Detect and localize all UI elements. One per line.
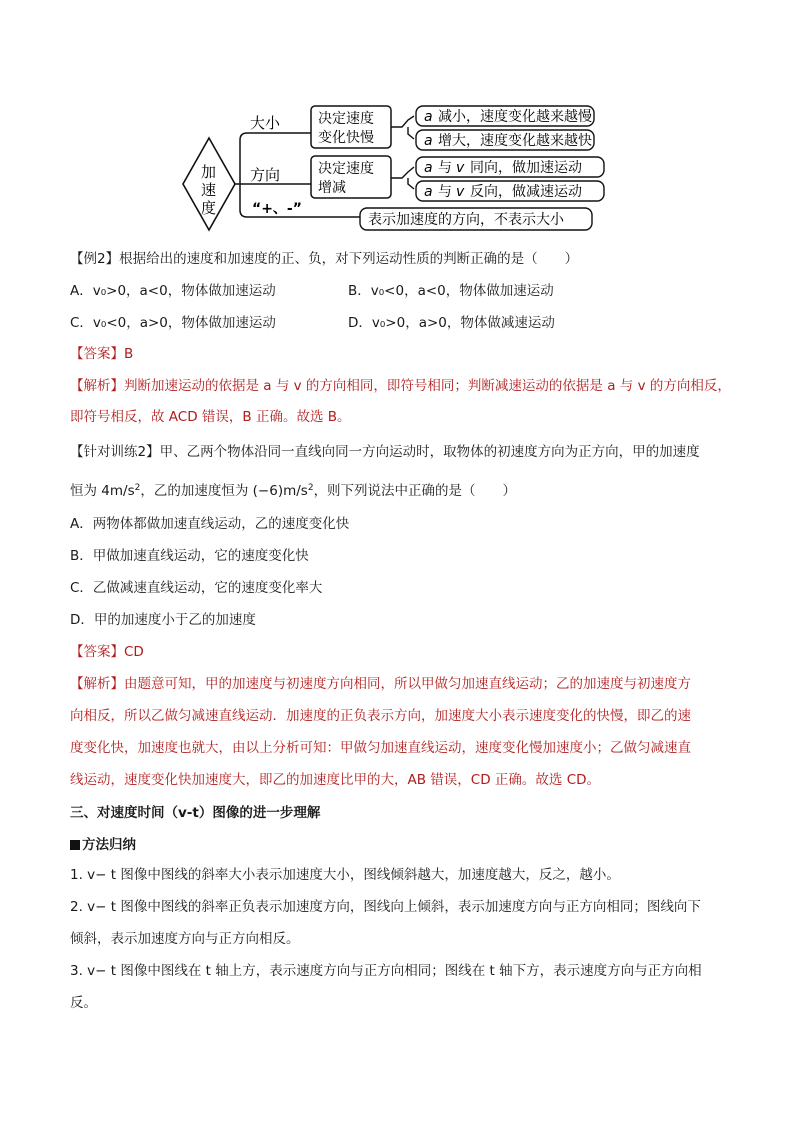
training2-analysis-line4: 线运动，速度变化快加速度大，即乙的加速度比甲的大，AB 错误，CD 正确。故选 CD。: [70, 772, 601, 788]
training2-question-line2: [70, 479, 516, 500]
example2-question: 【例2】根据给出的速度和加速度的正、负，对下列运动性质的判断正确的是（ ）: [70, 251, 579, 267]
training2-option-a: A．两物体都做加速直线运动，乙的速度变化快: [70, 516, 350, 532]
training2-option-c: C．乙做减速直线运动，它的速度变化率大: [70, 580, 323, 596]
training2-question-line1: 【针对训练2】甲、乙两个物体沿同一直线向同一方向运动时，取物体的初速度方向为正方向，甲的加速度: [70, 444, 700, 460]
branch-dir-label: 方向: [250, 166, 281, 184]
training2-answer: 【答案】CD: [70, 644, 144, 660]
training2-analysis-line2: 向相反，所以乙做匀减速直线运动．加速度的正负表示方向，加速度大小表示速度变化的快慢，即乙的速: [70, 708, 691, 724]
training2-q-part3: ，则下列说法中正确的是（ ）: [313, 483, 517, 499]
dir-result-2-var-a: a: [424, 184, 433, 200]
section3-point2-line2: 倾斜，表示加速度方向与正方向相反。: [70, 931, 300, 947]
training2-q-part2: ，乙的加速度恒为 (−6)m/s: [140, 483, 308, 499]
size-brace: [391, 116, 414, 139]
branch-size-label: 大小: [250, 114, 281, 132]
section3-point2-line1: 2. v− t 图像中图线的斜率正负表示加速度方向，图线向上倾斜，表示加速度方向与正方向相同；图线向下: [70, 899, 701, 915]
example2-answer: 【答案】B: [70, 346, 134, 362]
section3-point3-line2: 反。: [70, 995, 97, 1011]
section3-point3-line1: 3. v− t 图像中图线在 t 轴上方，表示速度方向与正方向相同；图线在 t 轴下方，表示速度方向与正方向相: [70, 963, 702, 979]
training2-analysis-line1: 【解析】由题意可知，甲的加速度与初速度方向相同，所以甲做匀加速直线运动；乙的加速度与初速度方: [70, 676, 691, 692]
size-result-1-text: 减小，速度变化越来越慢: [438, 109, 592, 125]
example2-analysis-line1: 【解析】判断加速运动的依据是 a 与 v 的方向相同，即符号相同；判断减速运动的依据是 a 与 v 的方向相反，: [70, 378, 731, 394]
acceleration-concept-diagram: [180, 100, 620, 235]
training2-q-part1: 恒为 4m/s: [70, 483, 135, 499]
dir-result-2-text: 反向，做减速运动: [470, 184, 582, 200]
method-summary-heading: [70, 836, 136, 854]
black-square-icon: [70, 840, 80, 850]
dir-result-1-text: 同向，做加速运动: [470, 160, 582, 176]
dir-result-1-var-a: a: [424, 160, 433, 176]
training2-analysis-line3: 度变化快，加速度也就大，由以上分析可知：甲做匀加速直线运动，速度变化慢加速度小；乙做匀减速直: [70, 740, 691, 756]
size-result-1-var: a: [424, 109, 433, 125]
section3-heading: 三、对速度时间（v-t）图像的进一步理解: [70, 805, 321, 821]
size-result-2-var: a: [424, 133, 433, 149]
example2-option-c: C．v₀<0，a>0，物体做加速运动: [70, 315, 276, 331]
dir-result-1-var-v: v: [456, 160, 465, 176]
section3-point1: 1. v− t 图像中图线的斜率大小表示加速度大小，图线倾斜越大，加速度越大，反之，越小。: [70, 867, 620, 883]
center-char-3: 度: [201, 199, 217, 217]
example2-option-b: B．v₀<0，a<0，物体做加速运动: [348, 283, 554, 299]
dir-box-line1: 决定速度: [318, 161, 374, 177]
size-result-2-text: 增大，速度变化越来越快: [438, 133, 592, 149]
example2-option-a: A．v₀>0，a<0，物体做加速运动: [70, 283, 276, 299]
center-char-1: 加: [201, 163, 217, 181]
training2-option-b: B．甲做加速直线运动，它的速度变化快: [70, 548, 309, 564]
dir-result-2-var-v: v: [456, 184, 465, 200]
dir-box-line2: 增减: [318, 180, 346, 196]
example2-analysis-line2: 即符号相反，故 ACD 错误，B 正确。故选 B。: [70, 409, 351, 425]
dir-result-1-word: 与: [438, 160, 452, 176]
training2-q-sup2: 2: [307, 483, 314, 493]
size-box-line2: 变化快慢: [318, 130, 374, 146]
branch-sign-label: “+、-”: [252, 201, 302, 217]
size-box-line1: 决定速度: [318, 111, 374, 127]
method-summary-label: 方法归纳: [82, 837, 136, 853]
sign-result-text: 表示加速度的方向，不表示大小: [368, 212, 564, 228]
dir-result-2-word: 与: [438, 184, 452, 200]
training2-q-sup1: 2: [134, 483, 141, 493]
dir-brace: [391, 167, 414, 189]
training2-option-d: D．甲的加速度小于乙的加速度: [70, 612, 256, 628]
example2-option-d: D．v₀>0，a>0，物体做减速运动: [348, 315, 555, 331]
center-char-2: 速: [201, 181, 217, 199]
